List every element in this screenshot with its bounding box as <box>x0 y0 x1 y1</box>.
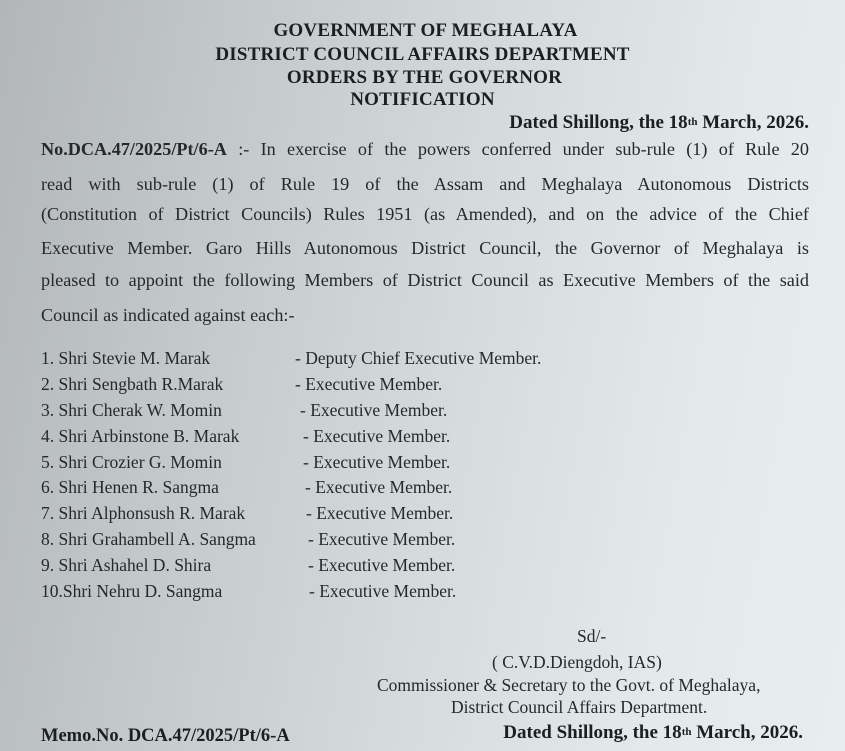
member-role: - Executive Member. <box>300 400 448 420</box>
member-name: 5. Shri Crozier G. Momin <box>41 452 222 472</box>
member-role: - Executive Member. <box>308 555 456 575</box>
header-government: GOVERNMENT OF MEGHALAYA <box>273 20 578 41</box>
body-line-5: pleased to appoint the following Members of District Council as Executive Members of the said <box>41 270 809 290</box>
member-role: - Executive Member. <box>305 477 453 497</box>
reference-number: No.DCA.47/2025/Pt/6-A <box>41 139 227 159</box>
member-role: - Executive Member. <box>309 581 457 601</box>
member-role: - Deputy Chief Executive Member. <box>295 348 542 368</box>
footer-date-prefix: Dated Shillong, the 18 <box>503 722 682 743</box>
body-text-1: :- In exercise of the powers conferred under sub-rule (1) of Rule 20 <box>226 139 809 159</box>
body-line-4: Executive Member. Garo Hills Autonomous District Council, the Governor of Meghalaya is <box>41 238 809 258</box>
member-name: 4. Shri Arbinstone B. Marak <box>41 426 240 446</box>
member-name: 9. Shri Ashahel D. Shira <box>41 555 212 575</box>
header-notification: NOTIFICATION <box>350 89 495 110</box>
member-name: 1. Shri Stevie M. Marak <box>41 348 211 368</box>
footer-dateline <box>503 722 803 744</box>
member-role: - Executive Member. <box>308 529 456 549</box>
body-line-2: read with sub-rule (1) of Rule 19 of the Assam and Meghalaya Autonomous Districts <box>41 174 809 194</box>
member-name: 6. Shri Henen R. Sangma <box>41 477 219 497</box>
member-name: 3. Shri Cherak W. Momin <box>41 400 222 420</box>
member-name: 10.Shri Nehru D. Sangma <box>41 581 223 601</box>
signatory-designation: Commissioner & Secretary to the Govt. of Meghalaya, <box>377 675 761 695</box>
body-line-3: (Constitution of District Councils) Rules 1951 (as Amended), and on the advice of the Chief <box>41 204 809 224</box>
body-line-1 <box>41 139 809 160</box>
dateline-superscript: th <box>687 116 698 128</box>
footer-date-suffix: March, 2026. <box>691 722 803 743</box>
body-line-6: Council as indicated against each:- <box>41 305 295 325</box>
header-department: DISTRICT COUNCIL AFFAIRS DEPARTMENT <box>215 44 630 65</box>
member-role: - Executive Member. <box>303 452 451 472</box>
signature-sd: Sd/- <box>577 626 607 646</box>
dateline-suffix: March, 2026. <box>697 112 809 133</box>
member-name: 2. Shri Sengbath R.Marak <box>41 374 224 394</box>
dateline-prefix: Dated Shillong, the 18 <box>509 112 688 133</box>
footer-date-superscript: th <box>681 726 692 738</box>
signatory-name: ( C.V.D.Diengdoh, IAS) <box>492 652 662 672</box>
memo-number: Memo.No. DCA.47/2025/Pt/6-A <box>41 726 290 746</box>
member-name: 8. Shri Grahambell A. Sangma <box>41 529 256 549</box>
member-name: 7. Shri Alphonsush R. Marak <box>41 503 246 523</box>
member-role: - Executive Member. <box>295 374 443 394</box>
signatory-department: District Council Affairs Department. <box>451 697 708 717</box>
dateline <box>509 112 809 134</box>
member-role: - Executive Member. <box>306 503 454 523</box>
header-orders: ORDERS BY THE GOVERNOR <box>286 67 563 88</box>
member-role: - Executive Member. <box>303 426 451 446</box>
